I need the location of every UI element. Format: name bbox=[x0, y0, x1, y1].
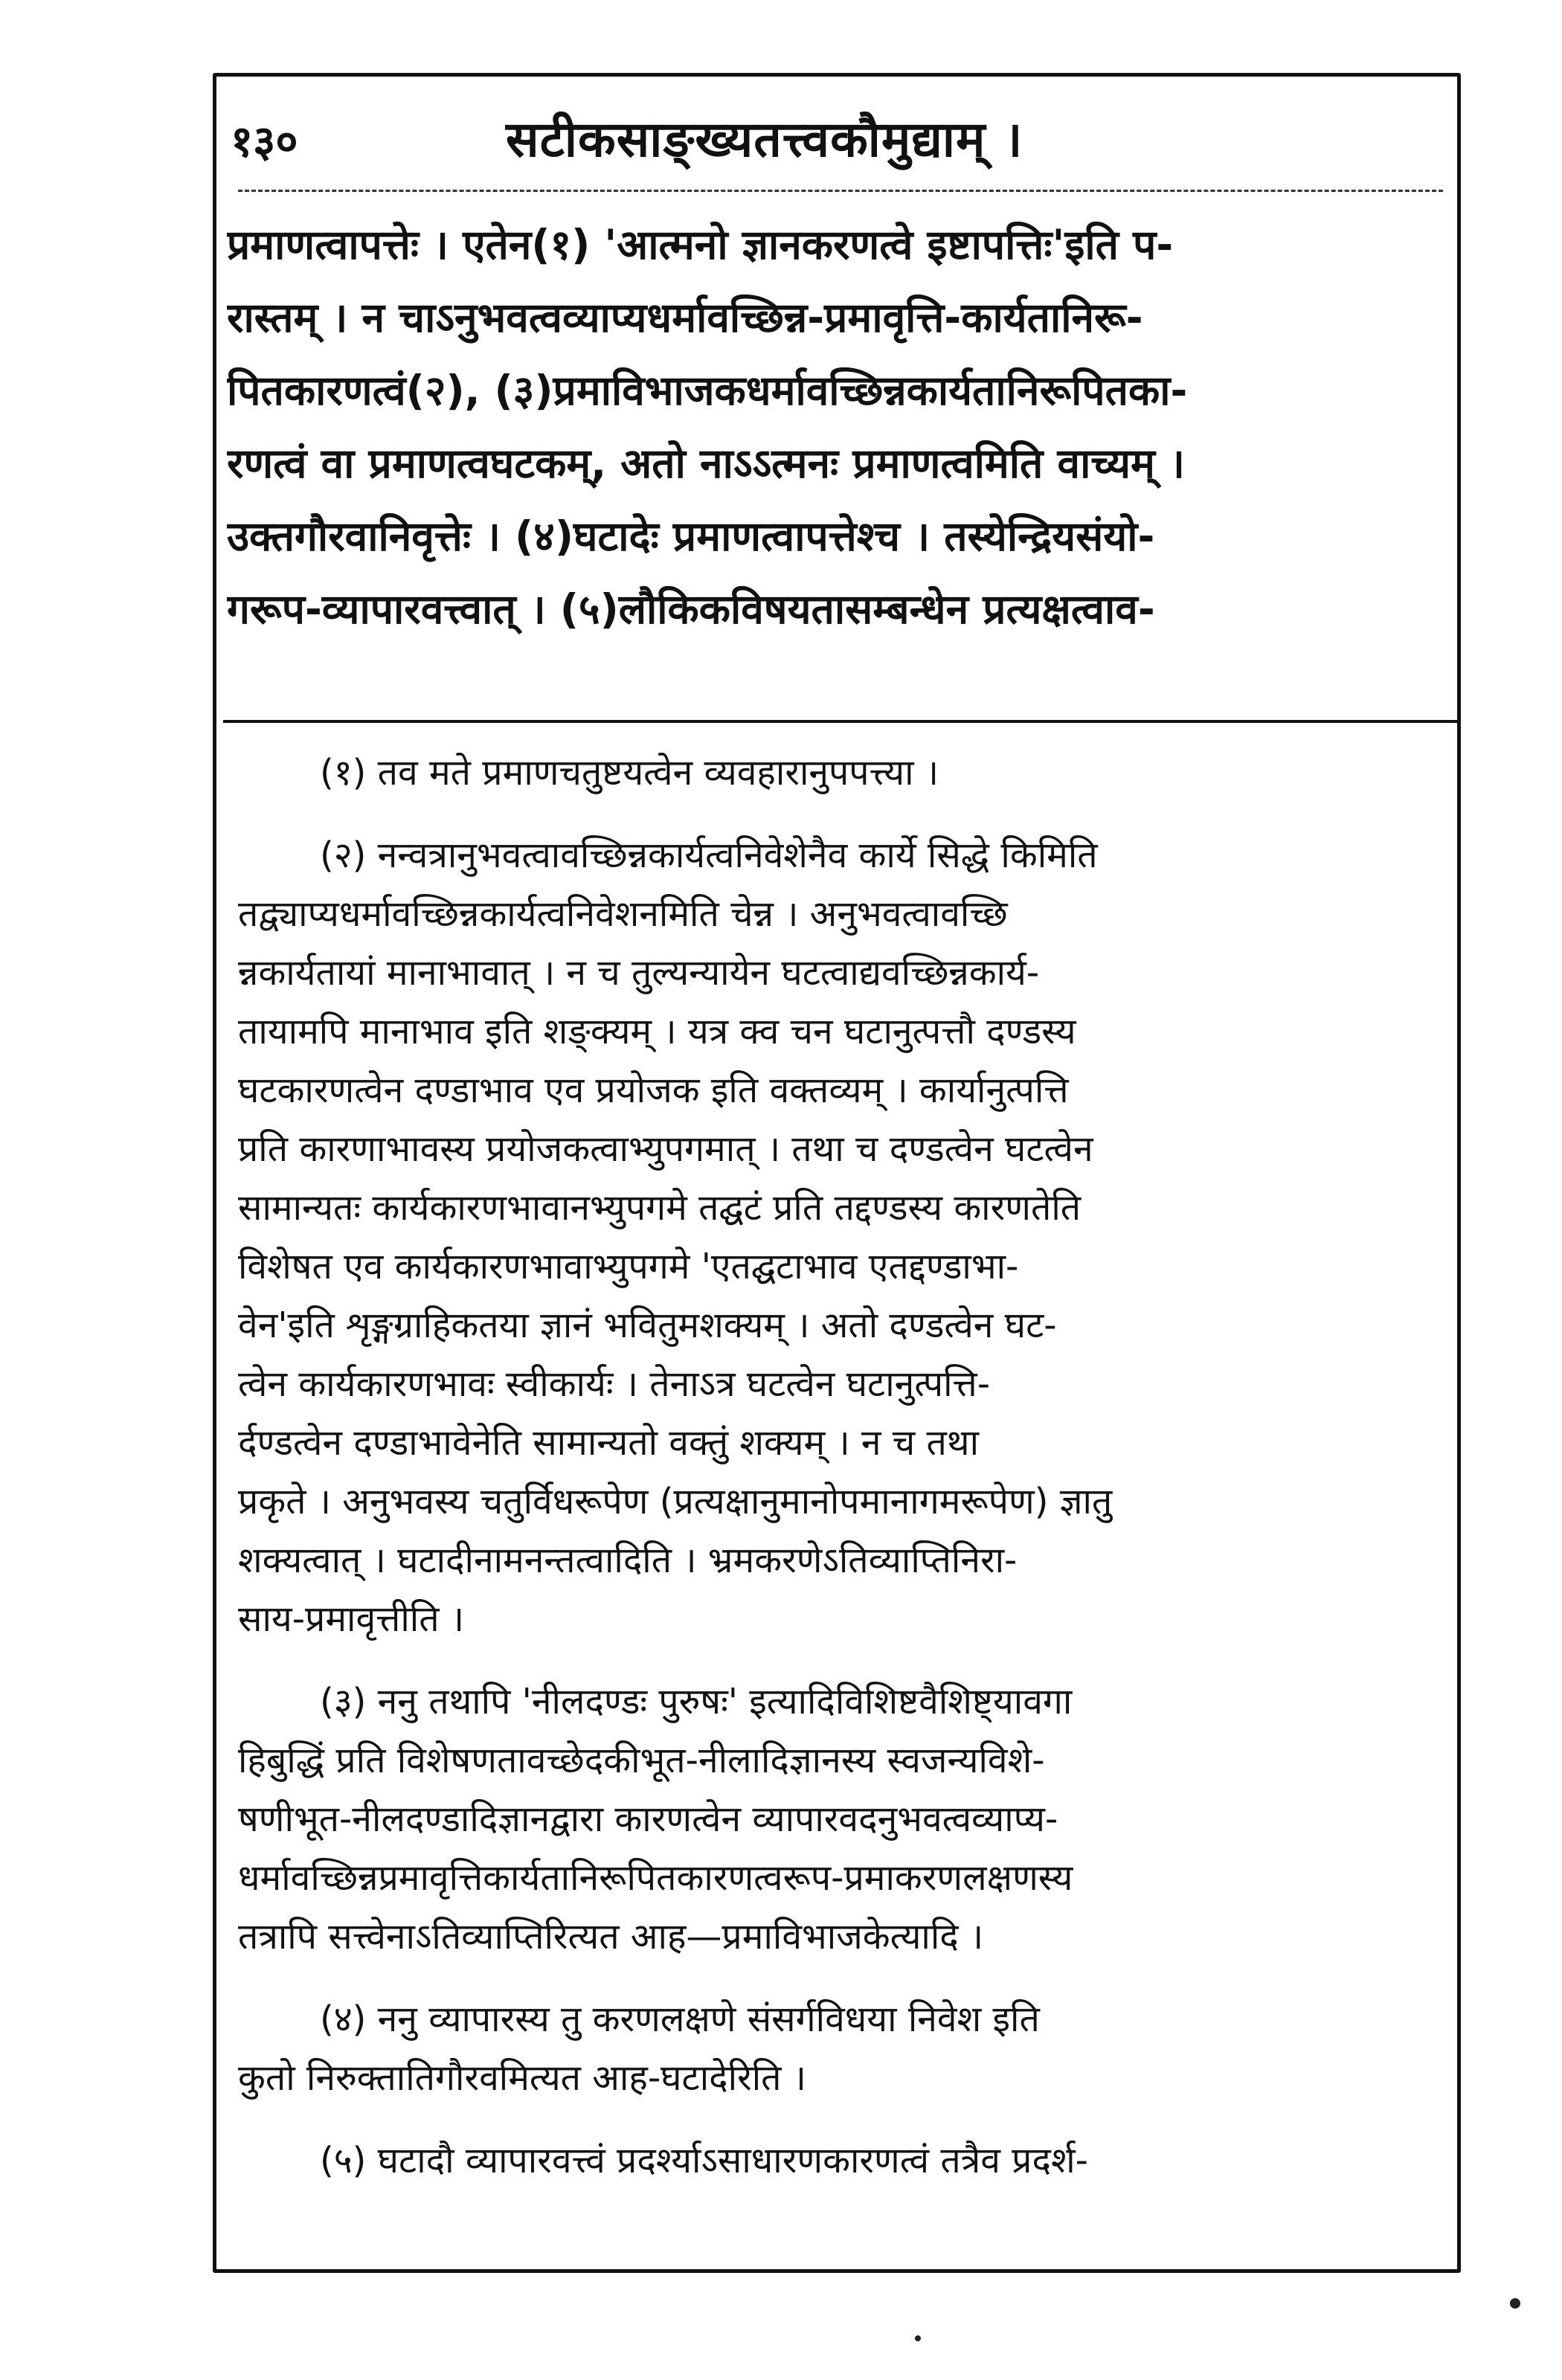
footnote-line: कुतो निरुक्तातिगौरवमित्यत आह-घटादेरिति । bbox=[238, 2057, 806, 2099]
footnote-line: वेन'इति शृङ्गग्राहिकतया ज्ञानं भवितुमशक्यम् । अतो दण्डत्वेन घट- bbox=[238, 1305, 1057, 1346]
scan-speck bbox=[1510, 2298, 1520, 2309]
footnote-line: न्नकार्यतायां मानाभावात् । न च तुल्यन्यायेन घटत्वाद्यवच्छिन्नकार्य- bbox=[238, 952, 1040, 994]
footnote-divider bbox=[223, 720, 1458, 723]
footnote-line: (१) तव मते प्रमाणचतुष्टयत्वेन व्यवहारानुपपत्त्या । bbox=[320, 752, 939, 794]
footnote-4 bbox=[238, 1990, 1450, 2108]
footnote-line: (३) ननु तथापि 'नीलदण्डः पुरुषः' इत्यादिविशिष्टवैशिष्ट्यावगा bbox=[320, 1681, 1073, 1723]
main-text-line: उक्तगौरवानिवृत्तेः । (४)घटादेः प्रमाणत्वापत्तेश्च । तस्येन्द्रियसंयो- bbox=[227, 512, 1155, 560]
footnote-line: (५) घटादौ व्यापारवत्त्वं प्रदर्श्याऽसाधारणकारणत्वं तत्रैव प्रदर्श- bbox=[320, 2140, 1088, 2181]
main-text-line: रणत्वं वा प्रमाणत्वघटकम्, अतो नाऽऽत्मनः प्रमाणत्वमिति वाच्यम् । bbox=[227, 440, 1185, 487]
footnotes-block bbox=[238, 744, 1450, 2254]
footnote-2 bbox=[238, 826, 1450, 1649]
footnote-spacer bbox=[238, 2108, 1450, 2132]
main-text-line: रास्तम् । न चाऽनुभवत्वव्याप्यधर्मावच्छिन्न-प्रमावृत्ति-कार्यतानिरू- bbox=[227, 294, 1143, 341]
footnote-spacer bbox=[238, 1649, 1450, 1673]
main-text-block bbox=[227, 208, 1454, 729]
footnote-3 bbox=[238, 1673, 1450, 1966]
footnote-5 bbox=[238, 2132, 1450, 2190]
footnote-line: शक्यत्वात् । घटादीनामनन्तत्वादिति । भ्रमकरणेऽतिव्याप्तिनिरा- bbox=[238, 1540, 1018, 1581]
footnote-line: र्दण्डत्वेन दण्डाभावेनेति सामान्यतो वक्तुं शक्यम् । न च तथा bbox=[238, 1422, 980, 1464]
footnote-line: धर्मावच्छिन्नप्रमावृत्तिकार्यतानिरूपितकारणत्वरूप-प्रमाकरणलक्षणस्य bbox=[238, 1857, 1073, 1899]
footnote-line: प्रति कारणाभावस्य प्रयोजकत्वाभ्युपगमात् । तथा च दण्डत्वेन घटत्वेन bbox=[238, 1128, 1093, 1170]
footnote-line: विशेषत एव कार्यकारणभावाभ्युपगमे 'एतद्घटाभाव एतद्दण्डाभा- bbox=[238, 1246, 1019, 1287]
footnote-line: हिबुद्धिं प्रति विशेषणतावच्छेदकीभूत-नीलादिज्ञानस्य स्वजन्यविशे- bbox=[238, 1740, 1045, 1781]
footnote-spacer bbox=[238, 1966, 1450, 1990]
footnote-line: तद्व्याप्यधर्मावच्छिन्नकार्यत्वनिवेशनमिति चेन्न । अनुभवत्वावच्छि bbox=[238, 893, 1008, 935]
footnote-line: तायामपि मानाभाव इति शङ्क्यम् । यत्र क्व चन घटानुत्पत्तौ दण्डस्य bbox=[238, 1011, 1076, 1052]
main-text-line: प्रमाणत्वापत्तेः । एतेन(१) 'आत्मनो ज्ञानकरणत्वे इष्टापत्तिः'इति प- bbox=[227, 221, 1174, 268]
footnote-line: साय-प्रमावृत्तीति । bbox=[238, 1598, 465, 1640]
running-title: सटीकसाङ्ख्यतत्त्वकौमुद्याम् । bbox=[506, 111, 1023, 168]
footnote-line: षणीभूत-नीलदण्डादिज्ञानद्वारा कारणत्वेन व्यापारवदनुभवत्वव्याप्य- bbox=[238, 1798, 1058, 1840]
footnote-line: घटकारणत्वेन दण्डाभाव एव प्रयोजक इति वक्तव्यम् । कार्यानुत्पत्ति bbox=[238, 1070, 1069, 1111]
header-divider bbox=[238, 190, 1443, 192]
scan-speck bbox=[915, 2335, 921, 2341]
main-text-line: पितकारणत्वं(२), (३)प्रमाविभाजकधर्मावच्छिन्नकार्यतानिरूपितका- bbox=[227, 367, 1188, 414]
footnote-line: प्रकृते । अनुभवस्य चतुर्विधरूपेण (प्रत्यक्षानुमानोपमानागमरूपेण) ज्ञातु bbox=[238, 1481, 1113, 1522]
footnote-spacer bbox=[238, 803, 1450, 826]
page-header bbox=[223, 97, 1450, 178]
page-number: १३० bbox=[231, 116, 298, 167]
footnote-line: त्वेन कार्यकारणभावः स्वीकार्यः । तेनाऽत्र घटत्वेन घटानुत्पत्ति- bbox=[238, 1363, 991, 1405]
footnote-1 bbox=[238, 744, 1450, 803]
footnote-line: तत्रापि सत्त्वेनाऽतिव्याप्तिरित्यत आह—प्रमाविभाजकेत्यादि । bbox=[238, 1916, 984, 1958]
footnote-line: (४) ननु व्यापारस्य तु करणलक्षणे संसर्गविधया निवेश इति bbox=[320, 1998, 1040, 2040]
main-text-line: गरूप-व्यापारवत्त्वात् । (५)लौकिकविषयतासम्बन्धेन प्रत्यक्षत्वाव- bbox=[227, 585, 1155, 633]
footnote-line: सामान्यतः कार्यकारणभावानभ्युपगमे तद्घटं प्रति तद्दण्डस्य कारणतेति bbox=[238, 1187, 1081, 1229]
footnote-line: (२) नन्वत्रानुभवत्वावच्छिन्नकार्यत्वनिवेशेनैव कार्ये सिद्धे किमिति bbox=[320, 834, 1098, 876]
